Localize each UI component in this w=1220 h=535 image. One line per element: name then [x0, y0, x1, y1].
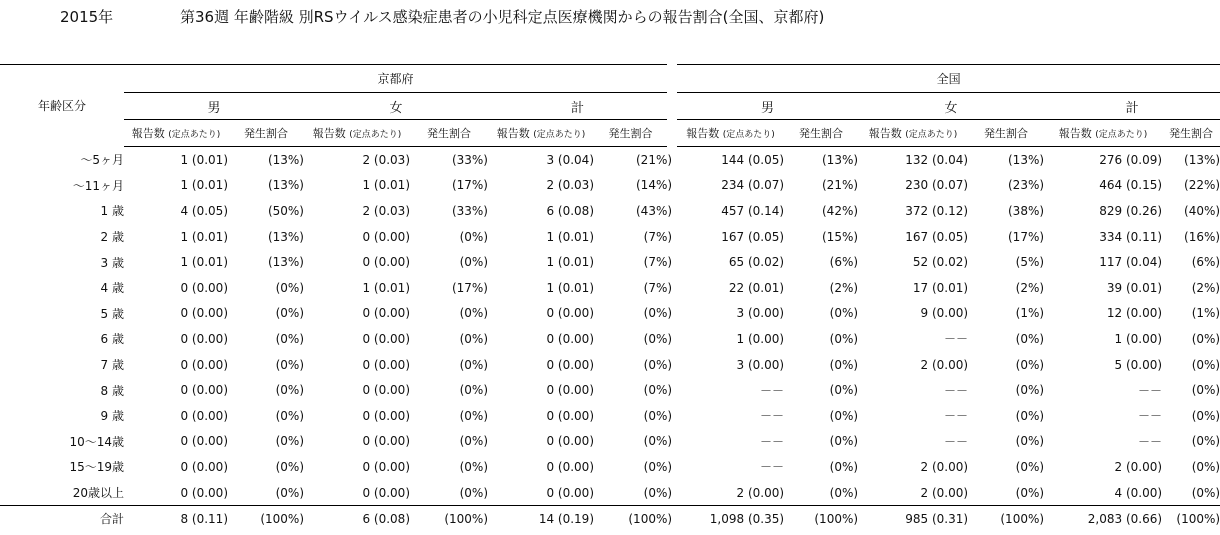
cell-rate: (0%) [459, 434, 488, 449]
per-point-label: (定点あたり) [533, 130, 586, 140]
cell-rate: (2%) [1015, 280, 1045, 295]
report-count-header [488, 120, 594, 147]
per-point-label: (定点あたり) [349, 130, 402, 140]
table-row [0, 454, 1220, 480]
cell-count: －－ [760, 460, 785, 475]
cell-rate: (0%) [643, 485, 673, 500]
cell-count: 1 (0.01) [362, 178, 410, 193]
cell-rate: (0%) [829, 383, 859, 398]
cell-count: －－ [1138, 409, 1163, 424]
table-row [0, 275, 1220, 301]
cell-rate: (21%) [822, 178, 859, 193]
cell-count: 0 (0.00) [546, 331, 594, 346]
cell-rate: (0%) [459, 408, 488, 423]
cell-rate: (0%) [459, 229, 488, 244]
cell-rate: (0%) [829, 434, 859, 449]
cell-rate: (2%) [829, 280, 859, 295]
cell-count: 0 (0.00) [362, 229, 410, 244]
cell-count: 1 (0.01) [180, 152, 228, 167]
region-header-kyoto: 京都府 [124, 65, 672, 93]
cell-rate: (0%) [829, 408, 859, 423]
cell-count: 4 (0.05) [180, 203, 228, 218]
cell-rate: (7%) [643, 280, 673, 295]
cell-count: －－ [944, 434, 969, 449]
rate-header: 発生割合 [784, 120, 858, 147]
cell-count: 0 (0.00) [546, 306, 594, 321]
cell-rate: (13%) [267, 255, 304, 270]
age-label: 5 歳 [100, 306, 124, 321]
cell-count: 132 (0.04) [905, 152, 969, 167]
age-label: ～11ヶ月 [72, 178, 124, 193]
cell-rate: (22%) [1184, 178, 1220, 193]
cell-rate: (0%) [1015, 459, 1045, 474]
cell-rate: (13%) [822, 152, 859, 167]
per-point-label: (定点あたり) [905, 130, 958, 140]
cell-count: 2 (0.03) [362, 152, 410, 167]
rate-header: 発生割合 [1162, 120, 1220, 147]
table-row [0, 429, 1220, 455]
cell-count: 3 (0.04) [546, 152, 594, 167]
cell-rate: (0%) [643, 357, 673, 372]
cell-count: 17 (0.01) [912, 280, 969, 295]
cell-rate: (5%) [1015, 255, 1045, 270]
cell-rate: (1%) [1191, 306, 1220, 321]
cell-rate: (0%) [1191, 434, 1220, 449]
cell-rate: (13%) [267, 178, 304, 193]
cell-rate: (43%) [636, 203, 673, 218]
age-label: ～5ヶ月 [80, 153, 124, 168]
cell-count: 0 (0.00) [180, 459, 228, 474]
age-label: 4 歳 [100, 281, 124, 296]
cell-count: 22 (0.01) [728, 280, 785, 295]
cell-count: －－ [760, 434, 785, 449]
cell-rate: (17%) [451, 280, 488, 295]
cell-count: 0 (0.00) [546, 485, 594, 500]
cell-rate: (0%) [643, 383, 673, 398]
cell-rate: (13%) [1184, 152, 1220, 167]
national-total-header: 計 [1044, 93, 1220, 120]
kyoto-male-header: 男 [124, 93, 304, 120]
cell-rate: (0%) [1015, 357, 1045, 372]
kyoto-total-header: 計 [488, 93, 672, 120]
cell-rate: (13%) [267, 152, 304, 167]
age-label: 2 歳 [100, 230, 124, 245]
age-column-header: 年齢区分 [0, 65, 124, 147]
cell-count: 0 (0.00) [180, 408, 228, 423]
cell-rate: (0%) [459, 306, 488, 321]
cell-count: 2 (0.00) [920, 357, 969, 372]
rate-header: 発生割合 [968, 120, 1044, 147]
age-label: 1 歳 [100, 204, 124, 219]
cell-rate: (100%) [410, 506, 488, 532]
cell-rate: (6%) [1191, 255, 1220, 270]
cell-rate: (0%) [1015, 383, 1045, 398]
cell-rate: (17%) [1008, 229, 1045, 244]
cell-rate: (0%) [1015, 408, 1045, 423]
cell-rate: (0%) [643, 331, 673, 346]
cell-rate: (1%) [1015, 306, 1045, 321]
cell-rate: (100%) [784, 506, 858, 532]
cell-rate: (100%) [594, 506, 672, 532]
cell-count: 1 (0.00) [1114, 331, 1163, 346]
age-label: 9 歳 [100, 409, 124, 424]
cell-count: 0 (0.00) [180, 357, 228, 372]
cell-rate: (0%) [643, 408, 673, 423]
cell-count: 1 (0.01) [180, 229, 228, 244]
cell-count: 234 (0.07) [721, 178, 785, 193]
rate-header: 発生割合 [594, 120, 672, 147]
cell-count: 4 (0.00) [1114, 485, 1163, 500]
cell-count: 829 (0.26) [1099, 203, 1163, 218]
cell-count: 0 (0.00) [546, 408, 594, 423]
table-row [0, 249, 1220, 275]
table-row [0, 326, 1220, 352]
cell-rate: (0%) [643, 306, 673, 321]
age-label: 10～14歳 [69, 434, 124, 449]
cell-rate: (0%) [459, 383, 488, 398]
cell-rate: (38%) [1008, 203, 1045, 218]
cell-count: 0 (0.00) [362, 331, 410, 346]
cell-count: －－ [760, 409, 785, 424]
cell-count: 1 (0.01) [180, 255, 228, 270]
cell-count: 0 (0.00) [362, 434, 410, 449]
cell-count: 167 (0.05) [905, 229, 969, 244]
title-row [0, 6, 1220, 30]
cell-count: 2 (0.00) [920, 485, 969, 500]
cell-rate: (0%) [459, 331, 488, 346]
cell-rate: (0%) [1191, 459, 1220, 474]
per-point-label: (定点あたり) [1095, 130, 1148, 140]
cell-count: 1 (0.00) [736, 331, 785, 346]
per-point-label: (定点あたり) [168, 130, 221, 140]
cell-rate: (50%) [267, 203, 304, 218]
cell-rate: (0%) [1191, 357, 1220, 372]
cell-count: 2 (0.03) [546, 178, 594, 193]
subheader-row [0, 120, 1220, 147]
national-female-header: 女 [858, 93, 1044, 120]
report-count-label: 報告数 [1058, 127, 1092, 140]
cell-count: 0 (0.00) [180, 331, 228, 346]
cell-count: 0 (0.00) [362, 306, 410, 321]
cell-count: 0 (0.00) [362, 357, 410, 372]
cell-rate: (15%) [822, 229, 859, 244]
cell-count: 276 (0.09) [1099, 152, 1163, 167]
cell-rate: (100%) [968, 506, 1044, 532]
report-count-label: 報告数 [312, 127, 346, 140]
cell-count: 2 (0.03) [362, 203, 410, 218]
cell-rate: (7%) [643, 229, 673, 244]
age-label: 15～19歳 [69, 460, 124, 475]
cell-count: 3 (0.00) [736, 306, 785, 321]
rate-header: 発生割合 [410, 120, 488, 147]
cell-rate: (33%) [451, 203, 488, 218]
cell-rate: (0%) [1191, 485, 1220, 500]
cell-count: 230 (0.07) [905, 178, 969, 193]
table-row [0, 147, 1220, 173]
age-label: 20歳以上 [72, 486, 124, 501]
cell-rate: (0%) [1015, 485, 1045, 500]
table-footer [0, 506, 1220, 532]
cell-count: 2 (0.00) [736, 485, 785, 500]
cell-rate: (0%) [275, 408, 304, 423]
cell-count: 65 (0.02) [728, 255, 785, 270]
cell-rate: (0%) [1191, 408, 1220, 423]
report-count-label: 報告数 [868, 127, 902, 140]
cell-rate: (0%) [1015, 331, 1045, 346]
report-count-label: 報告数 [131, 127, 165, 140]
cell-rate: (23%) [1008, 178, 1045, 193]
cell-count: 1,098 (0.35) [672, 506, 784, 532]
cell-count: 3 (0.00) [736, 357, 785, 372]
cell-count: 52 (0.02) [912, 255, 969, 270]
cell-count: 0 (0.00) [546, 357, 594, 372]
cell-count: 5 (0.00) [1114, 357, 1163, 372]
cell-rate: (16%) [1184, 229, 1220, 244]
age-label: 3 歳 [100, 255, 124, 270]
cell-count: 0 (0.00) [180, 434, 228, 449]
cell-rate: (0%) [459, 459, 488, 474]
cell-count: 0 (0.00) [180, 485, 228, 500]
report-table [0, 64, 1220, 531]
cell-rate: (0%) [643, 459, 673, 474]
cell-rate: (0%) [275, 331, 304, 346]
cell-count: －－ [1138, 434, 1163, 449]
table-row [0, 403, 1220, 429]
report-count-header [124, 120, 228, 147]
cell-rate: (0%) [829, 459, 859, 474]
cell-count: 2 (0.00) [920, 459, 969, 474]
cell-rate: (0%) [459, 485, 488, 500]
cell-count: 6 (0.08) [304, 506, 410, 532]
cell-rate: (13%) [1008, 152, 1045, 167]
per-point-label: (定点あたり) [722, 130, 775, 140]
title-year: 2015年 [60, 8, 114, 26]
cell-count: －－ [944, 332, 969, 347]
cell-rate: (7%) [643, 255, 673, 270]
cell-count: 1 (0.01) [546, 280, 594, 295]
total-row [0, 506, 1220, 532]
table-row [0, 224, 1220, 250]
cell-count: 1 (0.01) [546, 255, 594, 270]
cell-count: 0 (0.00) [180, 383, 228, 398]
cell-count: 14 (0.19) [488, 506, 594, 532]
cell-count: 144 (0.05) [721, 152, 785, 167]
cell-rate: (0%) [275, 383, 304, 398]
age-label: 8 歳 [100, 383, 124, 398]
cell-rate: (0%) [829, 357, 859, 372]
age-label: 7 歳 [100, 358, 124, 373]
cell-rate: (14%) [636, 178, 673, 193]
cell-rate: (42%) [822, 203, 859, 218]
cell-rate: (2%) [1191, 280, 1220, 295]
cell-count: 0 (0.00) [180, 280, 228, 295]
cell-count: 0 (0.00) [180, 306, 228, 321]
cell-count: 9 (0.00) [920, 306, 969, 321]
cell-rate: (0%) [275, 280, 304, 295]
cell-count: 117 (0.04) [1099, 255, 1163, 270]
cell-count: 12 (0.00) [1106, 306, 1163, 321]
cell-count: －－ [944, 409, 969, 424]
table-row [0, 480, 1220, 506]
cell-rate: (0%) [459, 357, 488, 372]
cell-count: 0 (0.00) [362, 383, 410, 398]
cell-rate: (40%) [1184, 203, 1220, 218]
region-header-national: 全国 [672, 65, 1220, 93]
table-row [0, 352, 1220, 378]
cell-rate: (0%) [643, 434, 673, 449]
cell-rate: (0%) [1191, 331, 1220, 346]
cell-count: 985 (0.31) [858, 506, 968, 532]
cell-rate: (100%) [1162, 506, 1220, 532]
cell-count: 0 (0.00) [362, 485, 410, 500]
cell-rate: (0%) [275, 485, 304, 500]
cell-count: －－ [760, 383, 785, 398]
cell-count: －－ [1138, 383, 1163, 398]
cell-count: 1 (0.01) [546, 229, 594, 244]
total-label: 合計 [0, 506, 124, 532]
report-count-header [858, 120, 968, 147]
cell-count: 1 (0.01) [362, 280, 410, 295]
cell-rate: (0%) [829, 306, 859, 321]
cell-count: 0 (0.00) [546, 434, 594, 449]
cell-rate: (17%) [451, 178, 488, 193]
cell-count: 0 (0.00) [362, 255, 410, 270]
kyoto-female-header: 女 [304, 93, 488, 120]
cell-rate: (0%) [1015, 434, 1045, 449]
page-title: 第36週 年齢階級 別RSウイルス感染症患者の小児科定点医療機関からの報告割合(全国、京都府) [180, 8, 825, 26]
cell-rate: (13%) [267, 229, 304, 244]
cell-count: 457 (0.14) [721, 203, 785, 218]
report-count-header [1044, 120, 1162, 147]
cell-count: 334 (0.11) [1099, 229, 1163, 244]
cell-count: 167 (0.05) [721, 229, 785, 244]
cell-rate: (0%) [1191, 383, 1220, 398]
report-count-label: 報告数 [496, 127, 530, 140]
cell-count: 1 (0.01) [180, 178, 228, 193]
cell-count: 464 (0.15) [1099, 178, 1163, 193]
table-row [0, 198, 1220, 224]
cell-rate: (0%) [275, 357, 304, 372]
cell-count: 372 (0.12) [905, 203, 969, 218]
cell-rate: (0%) [459, 255, 488, 270]
cell-count: 0 (0.00) [362, 459, 410, 474]
cell-rate: (0%) [275, 434, 304, 449]
cell-rate: (0%) [275, 306, 304, 321]
cell-rate: (0%) [275, 459, 304, 474]
cell-count: 2 (0.00) [1114, 459, 1163, 474]
table-row [0, 377, 1220, 403]
cell-count: 0 (0.00) [362, 408, 410, 423]
cell-count: 0 (0.00) [546, 459, 594, 474]
national-male-header: 男 [672, 93, 858, 120]
report-count-label: 報告数 [686, 127, 720, 140]
cell-rate: (0%) [829, 331, 859, 346]
cell-count: 8 (0.11) [124, 506, 228, 532]
report-count-header [672, 120, 784, 147]
table-row [0, 173, 1220, 199]
table-header [0, 65, 1220, 147]
cell-rate: (0%) [829, 485, 859, 500]
rate-header: 発生割合 [228, 120, 304, 147]
cell-rate: (100%) [228, 506, 304, 532]
report-count-header [304, 120, 410, 147]
age-label: 6 歳 [100, 332, 124, 347]
cell-count: 2,083 (0.66) [1044, 506, 1162, 532]
cell-count: 0 (0.00) [546, 383, 594, 398]
cell-count: 39 (0.01) [1106, 280, 1163, 295]
cell-count: 6 (0.08) [546, 203, 594, 218]
cell-rate: (33%) [451, 152, 488, 167]
cell-count: －－ [944, 383, 969, 398]
table-row [0, 301, 1220, 327]
cell-rate: (21%) [636, 152, 673, 167]
cell-rate: (6%) [829, 255, 859, 270]
table-body [0, 147, 1220, 506]
